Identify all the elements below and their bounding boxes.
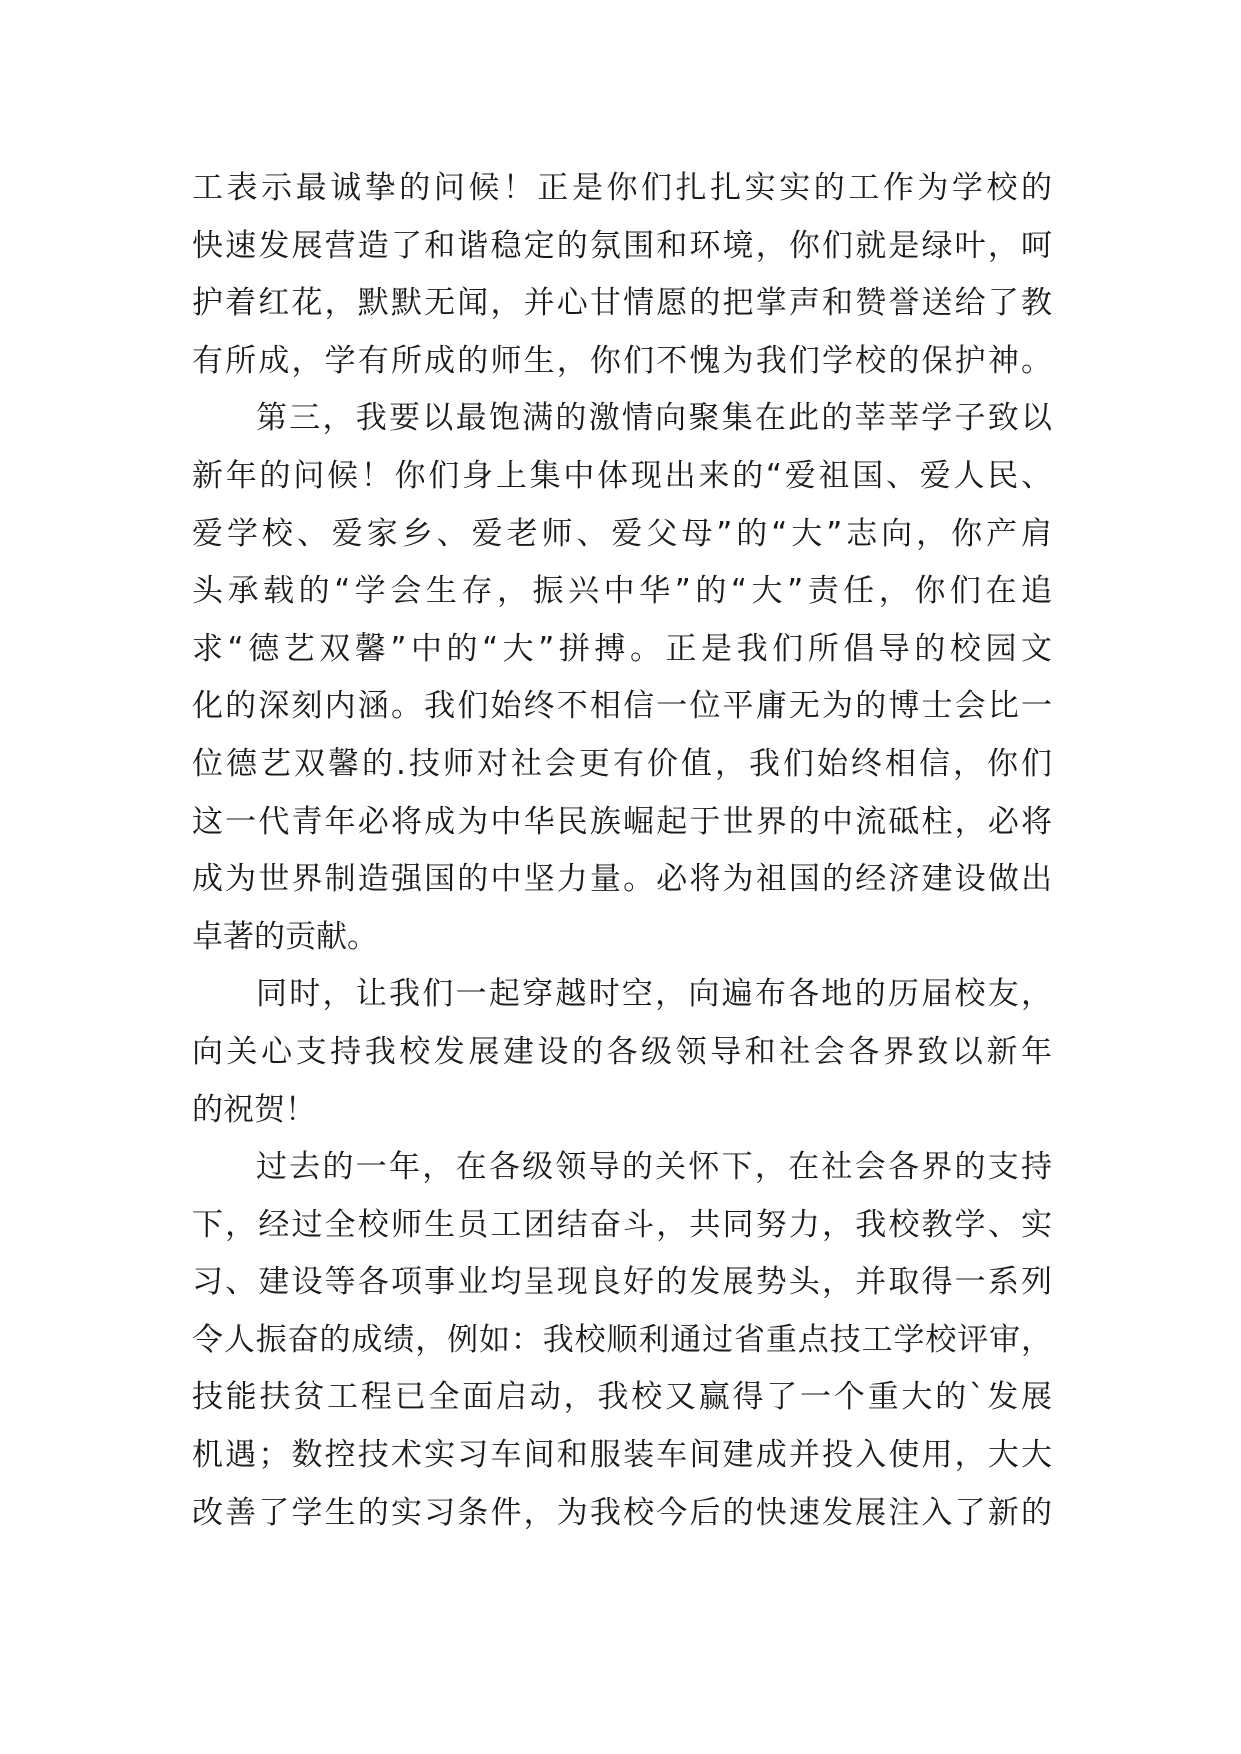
text-line: 快速发展营造了和谐稳定的氛围和环境，你们就是绿叶，呵 bbox=[192, 227, 1052, 264]
text-line: 位德艺双馨的.技师对社会更有价值，我们始终相信，你们 bbox=[192, 745, 1052, 782]
text-line: 向关心支持我校发展建设的各级领导和社会各界致以新年 bbox=[192, 1033, 1052, 1070]
paragraph-last-line: 的祝贺！ bbox=[192, 1091, 316, 1128]
text-line: 机遇；数控技术实习车间和服装车间建成并投入使用，大大 bbox=[192, 1437, 1052, 1474]
text-line: 化的深刻内涵。我们始终不相信一位平庸无为的博士会比一 bbox=[192, 688, 1052, 725]
text-line: 有所成，学有所成的师生，你们不愧为我们学校的保护神。 bbox=[192, 342, 1052, 379]
text-line: 这一代青年必将成为中华民族崛起于世界的中流砥柱，必将 bbox=[192, 803, 1052, 840]
text-line: 技能扶贫工程已全面启动，我校又赢得了一个重大的`发展 bbox=[192, 1379, 1052, 1416]
text-line: 新年的问候！你们身上集中体现出来的“爱祖国、爱人民、 bbox=[192, 457, 1052, 494]
text-line: 护着红花，默默无闻，并心甘情愿的把掌声和赞誉送给了教 bbox=[192, 285, 1052, 322]
body-text bbox=[192, 160, 1052, 1542]
text-line: 爱学校、爱家乡、爱老师、爱父母”的“大”志向，你产肩 bbox=[192, 515, 1052, 552]
paragraph-last-line: 卓著的贡献。 bbox=[192, 918, 378, 955]
text-line: 求“德艺双馨”中的“大”拼搏。正是我们所倡导的校园文 bbox=[192, 630, 1052, 667]
text-line: 下，经过全校师生员工团结奋斗，共同努力，我校教学、实 bbox=[192, 1206, 1052, 1243]
paragraph-first-line: 过去的一年，在各级领导的关怀下，在社会各界的支持 bbox=[256, 1149, 1052, 1186]
paragraph-first-line: 第三，我要以最饱满的激情向聚集在此的莘莘学子致以 bbox=[256, 400, 1052, 437]
text-line: 成为世界制造强国的中坚力量。必将为祖国的经济建设做出 bbox=[192, 861, 1052, 898]
text-line: 头承载的“学会生存，振兴中华”的“大”责任，你们在追 bbox=[192, 573, 1052, 610]
text-line: 习、建设等各项事业均呈现良好的发展势头，并取得一系列 bbox=[192, 1264, 1052, 1301]
text-line: 工表示最诚挚的问候！正是你们扎扎实实的工作为学校的 bbox=[192, 170, 1052, 206]
text-line: 令人振奋的成绩，例如：我校顺利通过省重点技工学校评审， bbox=[192, 1321, 1052, 1358]
paragraph-first-line: 同时，让我们一起穿越时空，向遍布各地的历届校友， bbox=[256, 976, 1052, 1013]
text-line: 改善了学生的实习条件，为我校今后的快速发展注入了新的 bbox=[192, 1494, 1052, 1531]
